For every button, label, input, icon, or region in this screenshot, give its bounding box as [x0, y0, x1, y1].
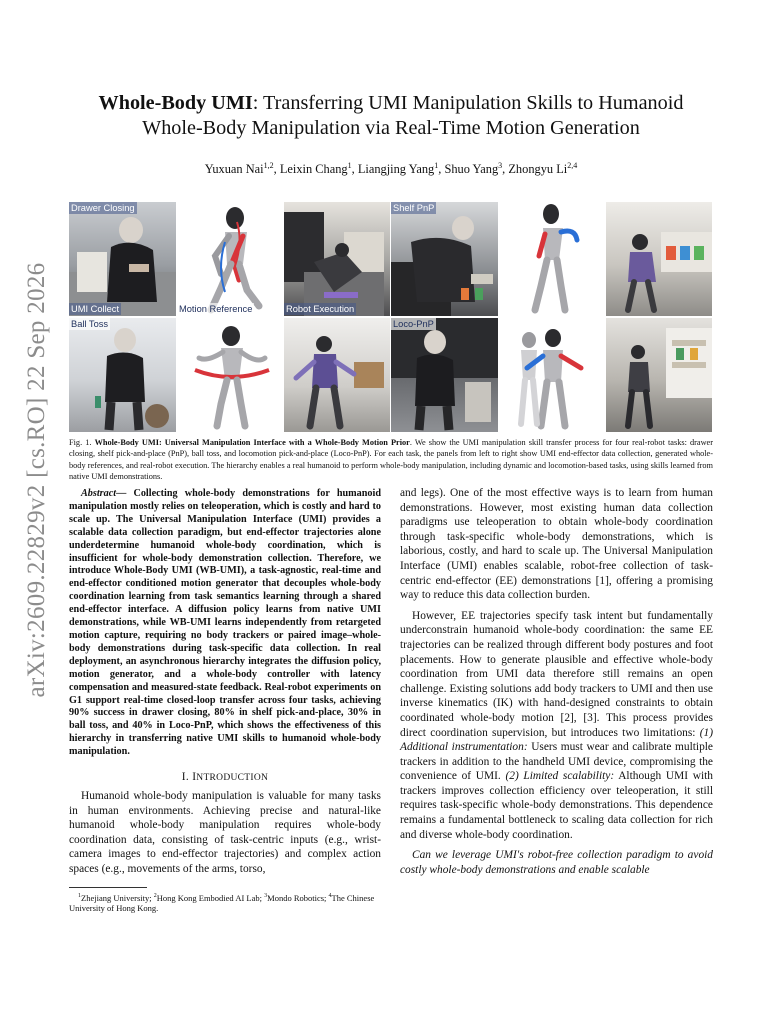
person-illustration: [69, 202, 176, 316]
label-robot-execution: Robot Execution: [286, 304, 355, 314]
left-column: [69, 488, 381, 914]
author: Zhongyu Li$^{2,4}$: [508, 161, 578, 177]
humanoid-reference-illustration: [177, 318, 283, 432]
panel-loco-umi-collect: [391, 318, 498, 432]
title-rest: : Transferring UMI Manipulation Skills to Humanoid: [252, 92, 684, 114]
person-illustration: [69, 318, 176, 432]
author: Yuxuan Nai$^{1,2}$,: [204, 161, 280, 177]
arxiv-stamp: [22, 262, 52, 698]
panel-loco-motion-ref: [499, 318, 605, 432]
right-paragraph-1: and legs). One of the most effective ways is to learn from human demonstrations. However, most existing human data collection paradigms use teleoperation to obtain whole-body coordination through task-specific whole-body demonstrations, which is laborious, costly, and hard to scale up. The Universal Manipulation Interface (UMI) enables scalable, robot-free collection of task-centric end-effector (EE) demonstrations [1], offering a promising way to reduce this data collection burden.: [400, 487, 713, 602]
affiliations-footnote: $^1$Zhejiang University; $^2$Hong Kong Embodied AI Lab; $^3$Mondo Robotics; $^4$The Chinese University of Hong Kong.: [69, 892, 375, 914]
panel-loco-robot-exec: [606, 318, 712, 432]
humanoid-reference-illustration: [177, 202, 283, 316]
author: Liangjing Yang$^1$,: [357, 161, 445, 177]
abstract-text: Collecting whole-body demonstrations for humanoid manipulation mostly relies on teleoperation, which is costly and hard to scale up. The Universal Manipulation Interface (UMI) provides a scalable data collection paradigm, but end-effector trajectories alone underdetermine humanoid whole-body coordination, which is insufficient for whole-body demonstration collection. Therefore, we introduce Whole-Body UMI (WB-UMI), a task-agnostic, real-time and end-effector conditioned motion generator that decouples whole-body coordination learning from task semantics learning through a shared end-effector interface. A diffusion policy learns from native UMI demonstrations, while WB-UMI learns independently from retargeted motion capture, requiring no body trackers or paired image–whole-body demonstrations during task-specific data collection. In real deployment, an asynchronous hierarchy integrates the diffusion policy, motion generator, and a whole-body controller with latency compensation and measured-state feedback. Real-robot experiments on G1 support real-time closed-loop transfer across four tasks, achieving 90% success in drawer closing, 80% in shelf pick-and-place, 30% in ball toss, and 40% in Loco-PnP, which shows the effectiveness of this hierarchy in transferring native UMI skills to humanoid whole-body manipulation.: [69, 488, 381, 758]
abstract-label: Abstract: [81, 488, 117, 499]
caption-prefix: Fig. 1.: [69, 438, 92, 447]
caption-text: . We show the UMI manipulation skill transfer process for four real-robot tasks: drawer closing, shelf pick-and-place (PnP), ball toss, and locomotion pick-and-place (Loco-PnP). For each task, the panels from left to right show UMI end-effector data collection, generated whole-body references, and real-robot execution. The hierarchy enables a real humanoid to perform whole-body manipulation, including dynamic and locomotion-based tasks, using skills learned from native UMI demonstrations.: [69, 438, 713, 481]
label-umi-collect: UMI Collect: [71, 304, 120, 314]
author: Shuo Yang$^3$,: [444, 161, 509, 177]
panel-shelf-motion-ref: [499, 202, 605, 316]
robot-scene-illustration: [284, 202, 390, 316]
author: Leixin Chang$^1$,: [279, 161, 358, 177]
intro-paragraph: Humanoid whole-body manipulation is valuable for many tasks in human environments. Achieving precise and natural-like humanoid whole-body manipulation requires whole-body coordination data, consisting of task-centric inputs (e.g., wrist-camera images to end-effector trajectories) and complex action spaces (e.g., movements of the arms, torso,: [69, 790, 381, 875]
right-column: [400, 486, 713, 877]
panel-drawer-umi-collect: [69, 202, 176, 316]
section-heading-introduction: I. INTRODUCTION: [181, 771, 269, 784]
panel-toss-motion-ref: [177, 318, 283, 432]
figure-caption: [69, 437, 713, 482]
humanoid-reference-illustration: [499, 202, 605, 316]
abstract: [69, 488, 381, 759]
person-illustration: [391, 318, 498, 432]
label-ball-toss: Ball Toss: [71, 319, 109, 329]
right-paragraph-2: However, EE trajectories specify task intent but fundamentally underconstrain humanoid whole-body coordination: the same EE trajectories can be realized through different body postures and foot placements. How to generate plausible and effective whole-body coordination from UMI data therefore still remains an open challenge. Existing solutions add body trackers to UMI and then use inverse kinematics (IK) with hand-designed constraints to obtain coordinated whole-body motion [2], [3]. This process provides direct coordination supervision, but introduces two limitations: (1) Additional instrumentation: Users must wear and calibrate multiple trackers in addition to the handheld UMI device, compromising the convenience of UMI. (2) Limited scalability: Although UMI with trackers improves collection efficiency over teleoperation, it still requires task-specific whole-body demonstrations. This dependence remains a fundamental bottleneck to scaling data collection for rich and diverse whole-body coordination.: [400, 609, 714, 841]
panel-shelf-umi-collect: [391, 202, 498, 316]
caption-bold: Whole-Body UMI: Universal Manipulation Interface with a Whole-Body Motion Prior: [94, 438, 410, 447]
title-bold: Whole-Body UMI: [98, 92, 253, 114]
label-drawer-closing: Drawer Closing: [71, 203, 135, 213]
label-motion-reference: Motion Reference: [179, 304, 253, 314]
person-illustration: [391, 202, 498, 316]
paper-title: [60, 91, 722, 141]
robot-scene-illustration: [284, 318, 390, 432]
footnote-rule: [69, 887, 147, 888]
panel-drawer-robot-exec: [284, 202, 390, 316]
right-paragraph-3: Can we leverage UMI's robot-free collection paradigm to avoid costly whole-body demonstrations and enable scalable: [400, 849, 713, 876]
author-list: [60, 161, 722, 177]
robot-scene-illustration: [606, 318, 712, 432]
robot-scene-illustration: [606, 202, 712, 316]
arxiv-stamp-text: arXiv:2609.22829v2 [cs.RO] 22 Sep 2026: [23, 262, 50, 698]
title-line2: Whole-Body Manipulation via Real-Time Motion Generation: [142, 117, 640, 139]
panel-toss-umi-collect: [69, 318, 176, 432]
label-loco-pnp: Loco-PnP: [393, 319, 434, 329]
panel-shelf-robot-exec: [606, 202, 712, 316]
panel-drawer-motion-ref: [177, 202, 283, 316]
figure-1: [69, 202, 712, 432]
abstract-dash: —: [116, 488, 134, 499]
humanoid-reference-illustration: [499, 318, 605, 432]
label-shelf-pnp: Shelf PnP: [393, 203, 435, 213]
panel-toss-robot-exec: [284, 318, 390, 432]
